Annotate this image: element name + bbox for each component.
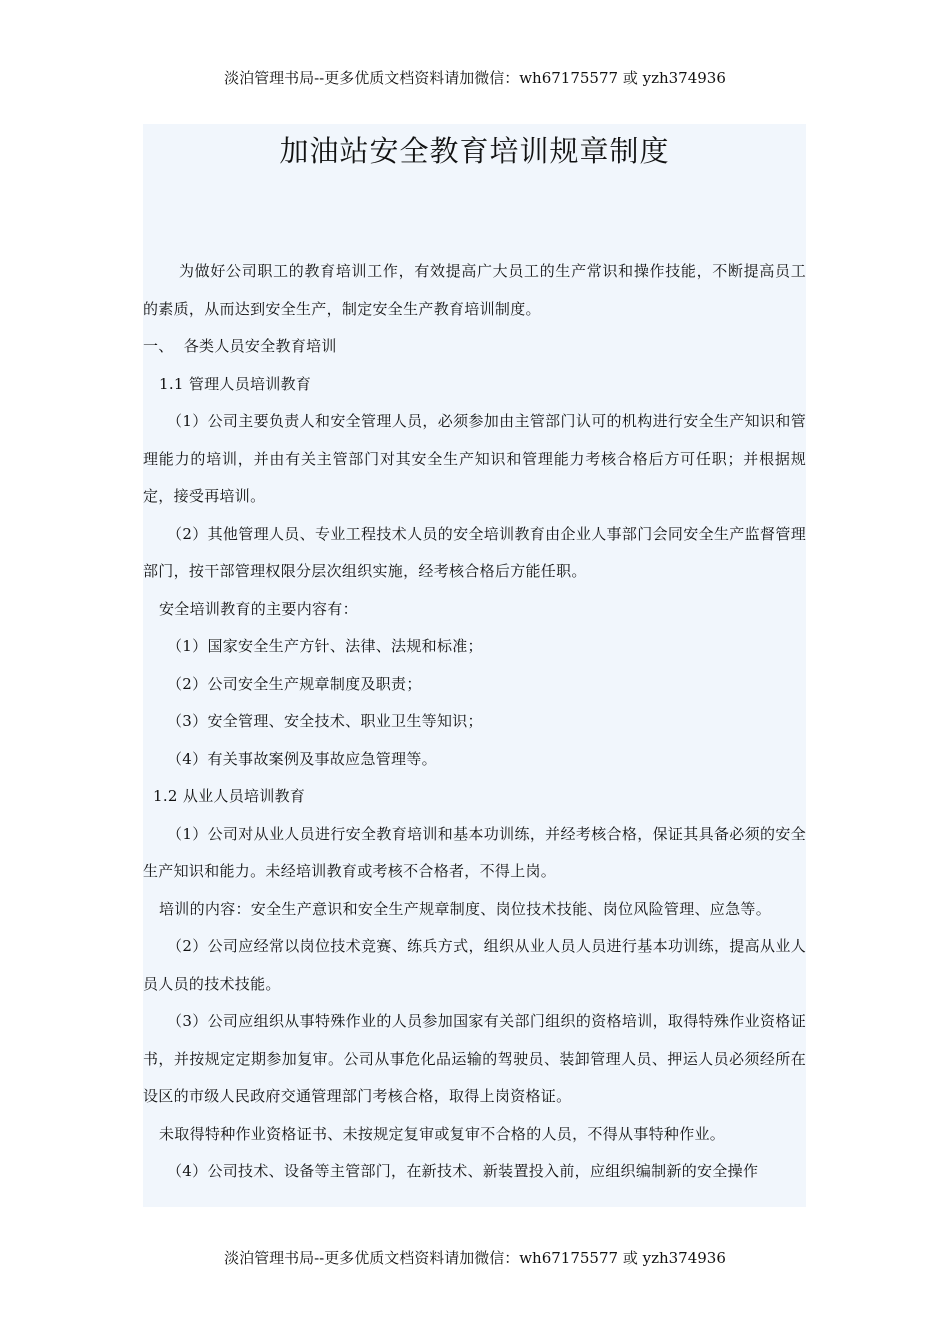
- section-heading-1: 一、 各类人员安全教育培训: [143, 337, 337, 355]
- paragraph-1-1-2: （2）其他管理人员、专业工程技术人员的安全培训教育由企业人事部门会同安全生产监督管理部门，按干部管理权限分层次组织实施，经考核合格后方能任职。: [143, 524, 806, 580]
- paragraph-1-2-4: （4）公司技术、设备等主管部门，在新技术、新装置投入前，应组织编制新的安全操作: [167, 1162, 759, 1180]
- intro-paragraph: 为做好公司职工的教育培训工作，有效提高广大员工的生产常识和操作技能，不断提高员工的素质，从而达到安全生产，制定安全生产教育培训制度。: [143, 262, 806, 318]
- content-heading: 安全培训教育的主要内容有：: [159, 599, 358, 618]
- paragraph-1-2-3: （3）公司应组织从事特殊作业的人员参加国家有关部门组织的资格培训，取得特殊作业资格证书，并按规定定期参加复审。公司从事危化品运输的驾驶员、装卸管理人员、押运人员必须经所在设区的市级人民政府交通管理部门考核合格，取得上岗资格证。: [143, 1012, 806, 1105]
- paragraph-1-2-3b: 未取得特种作业资格证书、未按规定复审或复审不合格的人员，不得从事特种作业。: [159, 1124, 726, 1143]
- paragraph-1-2-2: （2）公司应经常以岗位技术竞赛、练兵方式，组织从业人员人员进行基本功训练，提高从业人员人员的技术技能。: [143, 937, 806, 993]
- paragraph-1-2-1: （1）公司对从业人员进行安全教育培训和基本功训练，并经考核合格，保证其具备必须的安全生产知识和能力。未经培训教育或考核不合格者，不得上岗。: [143, 824, 806, 880]
- list-item: （3）安全管理、安全技术、职业卫生等知识；: [167, 712, 483, 730]
- document-body: [143, 253, 806, 1191]
- page-title: 加油站安全教育培训规章制度: [279, 134, 670, 168]
- subsection-heading-1-1: 1.1 管理人员培训教育: [159, 374, 312, 393]
- subsection-heading-1-2: 1.2 从业人员培训教育: [153, 787, 306, 805]
- list-item: （2）公司安全生产规章制度及职责；: [167, 674, 422, 693]
- page-header-watermark: 淡泊管理书局--更多优质文档资料请加微信：wh67175577 或 yzh374936: [224, 69, 726, 87]
- page-footer-watermark: 淡泊管理书局--更多优质文档资料请加微信：wh67175577 或 yzh374936: [224, 1249, 726, 1267]
- document-content: [143, 124, 806, 1207]
- paragraph-1-1-1: （1）公司主要负责人和安全管理人员，必须参加由主管部门认可的机构进行安全生产知识和管理能力的培训，并由有关主管部门对其安全生产知识和管理能力考核合格后方可任职；并根据规定，接受再培训。: [143, 412, 806, 505]
- paragraph-training-content: 培训的内容：安全生产意识和安全生产规章制度、岗位技术技能、岗位风险管理、应急等。: [159, 899, 772, 918]
- list-item: （4）有关事故案例及事故应急管理等。: [167, 749, 437, 768]
- list-item: （1）国家安全生产方针、法律、法规和标准；: [167, 637, 483, 655]
